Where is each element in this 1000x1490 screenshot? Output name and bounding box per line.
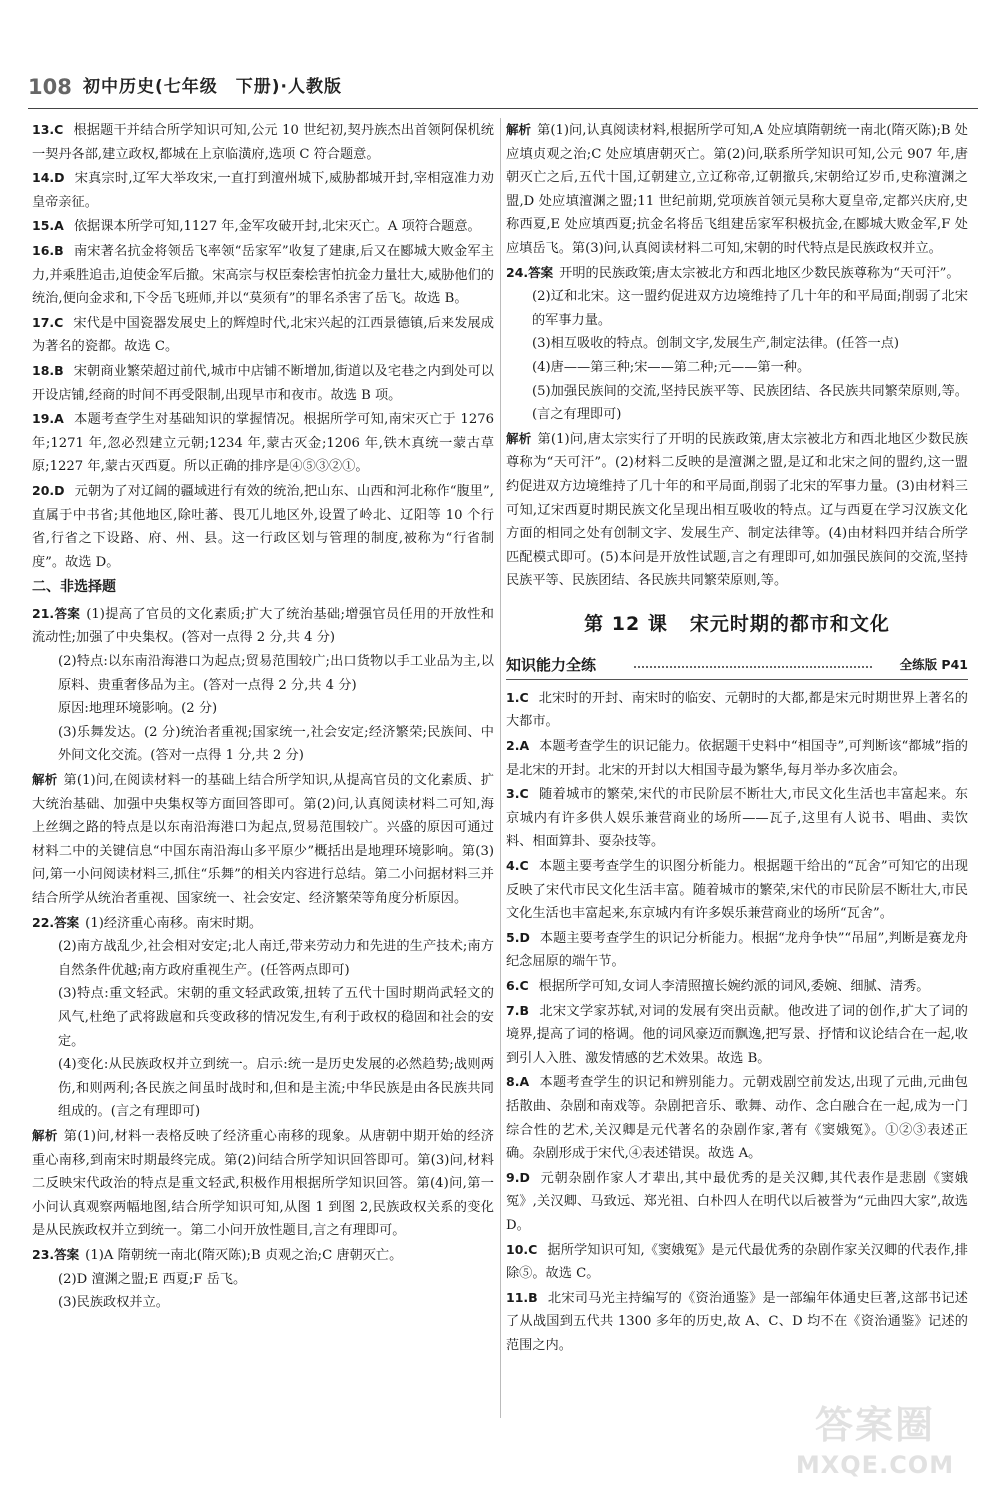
answer-23-part: (3)民族政权并立。	[58, 1295, 169, 1311]
page-number: 108	[28, 75, 72, 99]
answer-18: 18.B 宋朝商业繁荣超过前代,城市中店铺不断增加,街道以及宅巷之内到处可以开设店铺,经商的时间不再受限制,出现早市和夜市。故选 B 项。	[32, 362, 494, 403]
column-divider	[500, 118, 501, 1418]
answer-16: 16.B 南宋著名抗金将领岳飞率领“岳家军”收复了建康,后又在郾城大败金军主力,并乘胜追击,迫使金军后撤。宋高宗与权臣秦桧害怕抗金力量壮大,威胁他们的统治,便向金求和,下令岳飞班师,并以“莫须有”的罪名杀害了岳飞。故选 B。	[32, 242, 494, 307]
answer-22: 22.答案 (1)经济重心南移。南宋时期。	[32, 914, 263, 931]
lesson-number: 第 12 课	[584, 612, 668, 635]
analysis-24: 解析 第(1)问,唐太宗实行了开明的民族政策,唐太宗被北方和西北地区少数民族尊称为“天可汗”。(2)材料二反映的是澶渊之盟,是辽和北宋之间的盟约,这一盟约促进双方边境维持了几十年的和平局面,削弱了北宋的军事力量。(3)由材料三可知,辽宋西夏时期民族文化呈现出相互吸收的特点。辽与西夏在学习汉族文化方面的相同之处有创制文字、发展生产、制定法律等。(4)由材料四并结合所学匹配模式即可。(5)本问是开放性试题,言之有理即可,如加强民族间的交流,坚持民族平等、民族团结、各民族共同繁荣原则,等。	[506, 430, 968, 589]
book-title: 初中历史(七年级 下册)·人教版	[83, 77, 342, 97]
lesson-title	[506, 609, 968, 639]
answer-24: 24.答案 开明的民族政策;唐太宗被北方和西北地区少数民族尊称为“天可汗”。	[506, 264, 960, 281]
answer-l12-2: 2.A 本题考查学生的识记能力。依据题干史料中“相国寺”,可判断该“都城”指的是北宋的开封。北宋的开封以大相国寺最为繁华,每月举办多次庙会。	[506, 738, 968, 778]
practice-bar	[506, 653, 968, 680]
answer-21-part: (2)特点:以东南沿海港口为起点;贸易范围较广;出口货物以手工业品为主,以原料、贵重奢侈品为主。(答对一点得 2 分,共 4 分)	[58, 654, 494, 693]
answer-15: 15.A 依据课本所学可知,1127 年,金军攻破开封,北宋灭亡。A 项符合题意。	[32, 218, 481, 235]
answer-l12-9: 9.D 元朝杂剧作家人才辈出,其中最优秀的是关汉卿,其代表作是悲剧《窦娥冤》,关汉卿、马致远、郑光祖、白朴四人在明代以后被誉为“元曲四大家”,故选 D。	[506, 1169, 968, 1233]
answer-13: 13.C 根据题干并结合所学知识可知,公元 10 世纪初,契丹族杰出首领阿保机统一契丹各部,建立政权,都城在上京临潢府,选项 C 符合题意。	[32, 122, 494, 162]
answer-l12-11: 11.B 北宋司马光主持编写的《资治通鉴》是一部编年体通史巨著,这部书记述了从战国到五代共 1300 多年的历史,故 A、C、D 均不在《资治通鉴》记述的范围之内。	[506, 1289, 968, 1353]
right-column	[506, 118, 968, 1358]
answer-22-part: (4)变化:从民族政权并立到统一。启示:统一是历史发展的必然趋势;战则两伤,和则两利;各民族之间虽时战时和,但和是主流;中华民族是由各民族共同组成的。(言之有理即可)	[58, 1057, 494, 1120]
lesson-name: 宋元时期的都市和文化	[689, 612, 890, 635]
analysis-21: 解析 第(1)问,在阅读材料一的基础上结合所学知识,从提高官员的文化素质、扩大统治基础、加强中央集权等方面回答即可。第(2)问,认真阅读材料二可知,海上丝绸之路的特点是以东南沿海港口为起点,贸易范围较广。兴盛的原因可通过材料二中的关键信息“中国东南沿海山多平原少”概括出是地理环境影响。第(3)问,第一小问阅读材料三,抓住“乐舞”的相关内容进行总结。第二小问据材料三并结合所学从统治者重视、国家统一、社会安定、经济繁荣等角度分析原因。	[32, 772, 494, 906]
answer-19: 19.A 本题考查学生对基础知识的掌握情况。根据所学可知,南宋灭亡于 1276 年;1271 年,忽必烈建立元朝;1234 年,蒙古灭金;1206 年,铁木真统一蒙古草原;1227 年,蒙古灭西夏。所以正确的排序是④⑤③②①。	[32, 411, 494, 475]
answer-24-part: (3)相互吸收的特点。创制文字,发展生产,制定法律。(任答一点)	[532, 336, 900, 352]
answer-22-part: (2)南方战乱少,社会相对安定;北人南迁,带来劳动力和先进的生产技术;南方自然条件优越;南方政府重视生产。(任答两点即可)	[58, 939, 494, 978]
answer-l12-10: 10.C 据所学知识可知,《窦娥冤》是元代最优秀的杂剧作家关汉卿的代表作,排除⑤。故选 C。	[506, 1241, 968, 1282]
answer-24-part: (5)加强民族间的交流,坚持民族平等、民族团结、各民族共同繁荣原则,等。(言之有理即可)	[532, 383, 968, 423]
watermark-text: 答案圈	[814, 1403, 935, 1447]
answer-l12-5: 5.D 本题主要考查学生的识记分析能力。根据“龙舟争快”“吊屈”,判断是赛龙舟纪念屈原的端午节。	[506, 929, 968, 970]
answer-l12-8: 8.A 本题考查学生的识记和辨别能力。元朝戏剧空前发达,出现了元曲,元曲包括散曲、杂剧和南戏等。杂剧把音乐、歌舞、动作、念白融合在一起,成为一门综合性的艺术,关汉卿是元代著名的杂剧作家,著有《窦娥冤》。①②③表述正确。杂剧形成于宋代,④表述错误。故选 A。	[506, 1074, 968, 1162]
page-header	[28, 70, 978, 104]
answer-24-part: (2)辽和北宋。这一盟约促进双方边境维持了几十年的和平局面;削弱了北宋的军事力量。	[532, 289, 968, 328]
answer-14: 14.D 宋真宗时,辽军大举攻宋,一直打到澶州城下,威胁都城开封,宰相寇准力劝皇帝亲征。	[32, 170, 494, 210]
section-title-nonchoice: 二、非选择题	[32, 579, 116, 596]
left-column	[32, 118, 494, 1315]
answer-23-part: (2)D 澶渊之盟;E 西夏;F 岳飞。	[58, 1271, 247, 1287]
dotted-leader	[634, 666, 872, 668]
answer-17: 17.C 宋代是中国瓷器发展史上的辉煌时代,北宋兴起的江西景德镇,后来发展成为著名的瓷都。故选 C。	[32, 314, 494, 355]
answer-22-part: (3)特点:重文轻武。宋朝的重文轻武政策,扭转了五代十国时期尚武轻文的风气,杜绝了武将跋扈和兵变政移的情况发生,有利于政权的稳固和社会的安定。	[58, 986, 494, 1049]
answer-l12-6: 6.C 根据所学可知,女词人李清照擅长婉约派的词风,委婉、细腻、清秀。	[506, 978, 930, 994]
answer-l12-4: 4.C 本题主要考查学生的识图分析能力。根据题干给出的“瓦舍”可知它的出现反映了宋代市民文化生活丰富。随着城市的繁荣,宋代的市民阶层不断壮大,市民文化生活也丰富起来,东京城内有许多娱乐兼营商业的场所“瓦舍”。	[506, 858, 968, 922]
answer-21-part: (3)乐舞发达。(2 分)统治者重视;国家统一,社会安定;经济繁荣;民族间、中外间文化交流。(答对一点得 1 分,共 2 分)	[58, 724, 494, 764]
practice-name: 知识能力全练	[506, 655, 597, 674]
answer-l12-3: 3.C 随着城市的繁荣,宋代的市民阶层不断壮大,市民文化生活也丰富起来。东京城内有许多供人娱乐兼营商业的场所——瓦子,这里有人说书、唱曲、卖饮料、相面算卦、耍杂技等。	[506, 786, 968, 850]
answer-21-part: 原因:地理环境影响。(2 分)	[58, 701, 218, 717]
answer-l12-7: 7.B 北宋文学家苏轼,对词的发展有突出贡献。他改进了词的创作,扩大了词的境界,提高了词的格调。他的词风豪迈而飘逸,把写景、抒情和议论结合在一起,收到引人入胜、激发情感的艺术效果。故选 B。	[506, 1002, 968, 1066]
answer-20: 20.D 元朝为了对辽阔的疆域进行有效的统治,把山东、山西和河北称作“腹里”,直属于中书省;其他地区,除吐蕃、畏兀儿地区外,设置了岭北、辽阳等 10 个行省,行省之下设路、府、州、县。这一行政区划与管理的制度,被称为“行省制度”。故选 D。	[32, 482, 494, 570]
analysis-23: 解析 第(1)问,认真阅读材料,根据所学可知,A 处应填隋朝统一南北(隋灭陈);B 处应填贞观之治;C 处应填唐朝灭亡。第(2)问,联系所学知识可知,公元 907 年,唐朝灭亡之后,五代十国,辽朝建立,立辽称帝,辽朝撤兵,宋朝给辽岁币,史称澶渊之盟,D 处应填澶渊之盟;11 世纪前期,党项族首领元昊称大夏皇帝,定都兴庆府,史称西夏,E 处应填西夏;抗金名将岳飞组建岳家军积极抗金,在郾城大败金军,F 处应填岳飞。第(3)问,认真阅读材料二可知,宋朝的时代特点是民族政权并立。	[506, 122, 968, 256]
practice-edition: 全练版 P41	[899, 656, 968, 672]
analysis-22: 解析 第(1)问,材料一表格反映了经济重心南移的现象。从唐朝中期开始的经济重心南移,到南宋时期最终完成。第(2)问结合所学知识回答即可。第(3)问,材料二反映宋代政治的特点是重文轻武,积极作用根据所学知识回答。第(4)问,第一小问认真观察两幅地图,结合所学知识可知,从图 1 到图 2,民族政权关系的变化是从民族政权并立到统一。第二小问开放性题目,言之有理即可。	[32, 1127, 494, 1239]
answer-21: 21.答案 (1)提高了官员的文化素质;扩大了统治基础;增强官员任用的开放性和流动性;加强了中央集权。(答对一点得 2 分,共 4 分)	[32, 605, 494, 646]
answer-l12-1: 1.C 北宋时的开封、南宋时的临安、元朝时的大都,都是宋元时期世界上著名的大都市。	[506, 689, 968, 730]
watermark-logo	[780, 1400, 970, 1486]
answer-24-part: (4)唐——第三种;宋——第二种;元——第一种。	[532, 359, 811, 375]
header-divider	[28, 108, 978, 109]
watermark-url: MXQE.COM	[795, 1451, 955, 1479]
answer-23: 23.答案 (1)A 隋朝统一南北(隋灭陈);B 贞观之治;C 唐朝灭亡。	[32, 1246, 403, 1263]
